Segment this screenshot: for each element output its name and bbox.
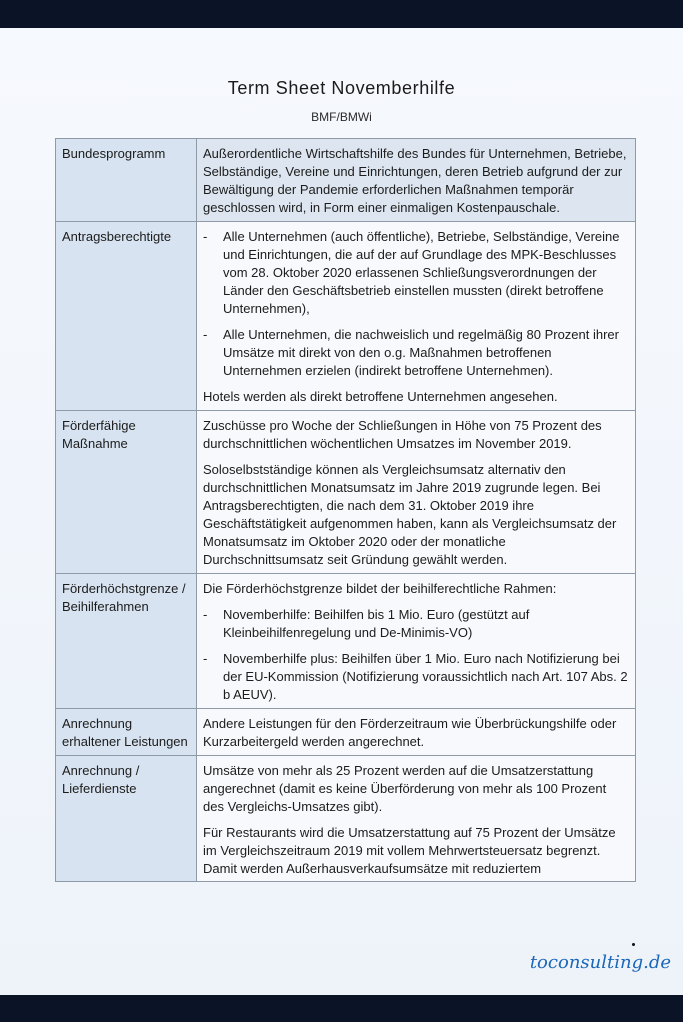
bullet-text: Novemberhilfe plus: Beihilfen über 1 Mio. Euro nach Notifizierung bei der EU-Kommission (Notifizierung voraussichtlich nach Art. 107 Abs. 2 b AEUV). — [223, 651, 628, 702]
row-content — [197, 411, 636, 574]
row-paragraph: Soloselbstständige können als Vergleichsumsatz alternativ den durchschnittlichen Monatsumsatz im Jahre 2019 zugrunde legen. Bei Antragsberechtigten, die nach dem 31. Oktober 2019 ihre Geschäftstätigkeit aufgenommen haben, kann als Vergleichsumsatz der Monatsumsatz im Oktober 2020 oder der monatliche Durchschnittsumsatz seit Gründung gewählt werden. — [203, 462, 617, 567]
row-content — [197, 574, 636, 709]
row-paragraph: Außerordentliche Wirtschaftshilfe des Bundes für Unternehmen, Betriebe, Selbständige, Vereine und Einrichtungen, deren Betrieb aufgrund der zur Bewältigung der Pandemie erforderlichen Maßnahmen temporär geschlossen wird, in Form einer einmaligen Kostenpauschale. — [203, 146, 627, 215]
table-row — [56, 756, 636, 882]
row-content — [197, 139, 636, 222]
bullet-marker: - — [203, 607, 208, 622]
row-content — [197, 756, 636, 882]
bullet-item — [203, 326, 629, 380]
row-paragraph: Andere Leistungen für den Förderzeitraum wie Überbrückungshilfe oder Kurzarbeitergeld werden angerechnet. — [203, 716, 617, 749]
bullet-item — [203, 650, 629, 704]
table-row — [56, 709, 636, 756]
bullet-item — [203, 228, 629, 318]
table-row — [56, 222, 636, 411]
row-label: Förderhöchstgrenze / Beihilferahmen — [56, 574, 197, 709]
document-title: Term Sheet Novemberhilfe — [227, 78, 456, 98]
bullet-marker: - — [203, 229, 208, 244]
bullet-text: Alle Unternehmen, die nachweislich und regelmäßig 80 Prozent ihrer Umsätze mit direkt von den o.g. Maßnahmen betroffenen Unternehmen erzielen (indirekt betroffene Unternehmen). — [223, 327, 619, 378]
row-paragraph: Die Förderhöchstgrenze bildet der beihilferechtliche Rahmen: — [203, 581, 557, 596]
bullet-item — [203, 606, 629, 642]
document-page — [0, 28, 683, 995]
brand-logo[interactable]: toconsulting.de — [529, 952, 671, 973]
bullet-text: Alle Unternehmen (auch öffentliche), Betriebe, Selbständige, Vereine und Einrichtungen, die auf der auf Grundlage des MPK-Beschlusses vom 28. Oktober 2020 erlassenen Schließungsverordnungen der Länder den Geschäftsbetrieb einstellen mussten (direkt betroffene Unternehmen), — [223, 229, 620, 316]
row-label: Bundesprogramm — [56, 139, 197, 222]
table-row — [56, 574, 636, 709]
row-label: Anrechnung / Lieferdienste — [56, 756, 197, 882]
row-label: Antragsberechtigte — [56, 222, 197, 411]
document-subtitle: BMF/BMWi — [311, 110, 372, 124]
row-content — [197, 709, 636, 756]
logo-dot — [632, 943, 635, 946]
row-paragraph: Hotels werden als direkt betroffene Unternehmen angesehen. — [203, 389, 558, 404]
row-label: Förderfähige Maßnahme — [56, 411, 197, 574]
bullet-text: Novemberhilfe: Beihilfen bis 1 Mio. Euro (gestützt auf Kleinbeihilfenregelung und De-Minimis-VO) — [223, 607, 530, 640]
table-row — [56, 411, 636, 574]
row-label: Anrechnung erhaltener Leistungen — [56, 709, 197, 756]
row-content — [197, 222, 636, 411]
term-sheet-table — [55, 138, 636, 882]
row-paragraph: Für Restaurants wird die Umsatzerstattung auf 75 Prozent der Umsätze im Vergleichszeitraum 2019 mit vollem Mehrwertsteuersatz begrenzt. Damit werden Außerhausverkaufsumsätze mit reduziertem — [203, 825, 616, 876]
table-row — [56, 139, 636, 222]
row-paragraph: Zuschüsse pro Woche der Schließungen in Höhe von 75 Prozent des durchschnittlichen wöchentlichen Umsatzes im November 2019. — [203, 418, 602, 451]
bullet-marker: - — [203, 651, 208, 666]
bullet-marker: - — [203, 327, 208, 342]
row-paragraph: Umsätze von mehr als 25 Prozent werden auf die Umsatzerstattung angerechnet (damit es keine Überförderung von mehr als 100 Prozent des Vergleichs-Umsatzes gibt). — [203, 763, 607, 814]
